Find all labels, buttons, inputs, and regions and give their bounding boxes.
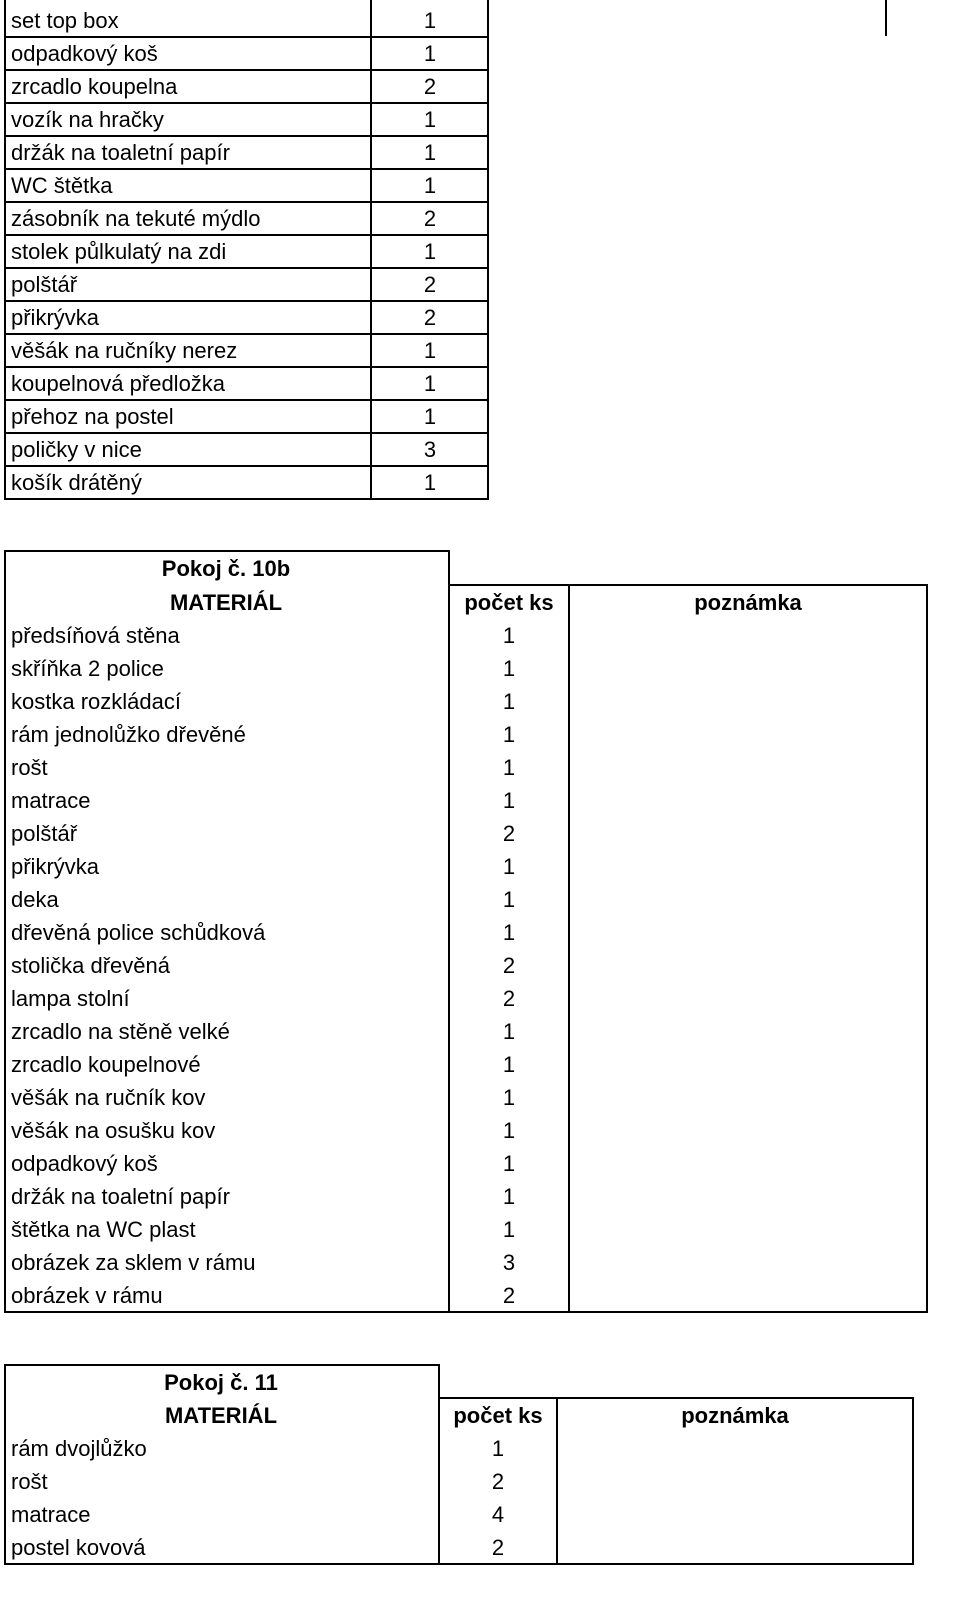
item-quantity: 2 — [423, 206, 437, 231]
table-bottom-border — [4, 1311, 928, 1313]
item-name: přikrývka — [11, 305, 100, 330]
item-name: polštář — [11, 272, 78, 297]
row-divider — [4, 234, 489, 236]
header-count: počet ks — [453, 1403, 543, 1428]
grid-line — [4, 1364, 6, 1565]
item-quantity: 1 — [502, 1217, 516, 1242]
item-quantity: 1 — [502, 788, 516, 813]
item-name: obrázek za sklem v rámu — [11, 1250, 256, 1275]
grid-line — [926, 584, 928, 1313]
item-name: rám dvojlůžko — [11, 1436, 147, 1461]
row-divider — [4, 168, 489, 170]
item-name: přikrývka — [11, 854, 100, 879]
row-divider — [4, 399, 489, 401]
item-quantity: 2 — [502, 821, 516, 846]
item-quantity: 1 — [502, 656, 516, 681]
item-quantity: 2 — [423, 305, 437, 330]
header-note: poznámka — [681, 1403, 789, 1428]
item-name: zásobník na tekuté mýdlo — [11, 206, 261, 231]
item-quantity: 2 — [502, 986, 516, 1011]
row-divider — [4, 300, 489, 302]
item-quantity: 1 — [423, 371, 437, 396]
item-name: rám jednolůžko dřevěné — [11, 722, 246, 747]
item-quantity: 2 — [491, 1469, 505, 1494]
item-quantity: 1 — [502, 1151, 516, 1176]
item-name: deka — [11, 887, 59, 912]
grid-line — [487, 0, 489, 499]
item-quantity: 1 — [502, 887, 516, 912]
item-quantity: 1 — [423, 140, 437, 165]
row-divider — [4, 201, 489, 203]
item-name: set top box — [11, 8, 119, 33]
item-quantity: 1 — [423, 239, 437, 264]
item-name: obrázek v rámu — [11, 1283, 163, 1308]
item-quantity: 1 — [423, 41, 437, 66]
header-note: poznámka — [694, 590, 802, 615]
item-name: zrcadlo koupelnové — [11, 1052, 201, 1077]
grid-line — [556, 1397, 558, 1565]
row-divider — [4, 432, 489, 434]
item-name: držák na toaletní papír — [11, 140, 230, 165]
item-name: předsíňová stěna — [11, 623, 180, 648]
item-name: skříňka 2 police — [11, 656, 164, 681]
grid-line — [438, 1364, 440, 1565]
item-name: matrace — [11, 788, 91, 813]
item-name: lampa stolní — [11, 986, 130, 1011]
item-quantity: 1 — [502, 722, 516, 747]
item-quantity: 1 — [502, 689, 516, 714]
item-quantity: 3 — [502, 1250, 516, 1275]
header-material: MATERIÁL — [164, 1403, 278, 1428]
item-quantity: 1 — [502, 1118, 516, 1143]
grid-line — [912, 1397, 914, 1565]
item-quantity: 1 — [502, 623, 516, 648]
item-name: matrace — [11, 1502, 91, 1527]
item-quantity: 1 — [423, 173, 437, 198]
item-name: odpadkový koš — [11, 1151, 158, 1176]
item-quantity: 2 — [423, 272, 437, 297]
row-divider — [4, 102, 489, 104]
item-name: kostka rozkládací — [11, 689, 181, 714]
item-quantity: 2 — [502, 1283, 516, 1308]
grid-line — [568, 584, 570, 1313]
row-divider — [4, 465, 489, 467]
item-quantity: 1 — [423, 470, 437, 495]
item-name: košík drátěný — [11, 470, 142, 495]
item-name: rošt — [11, 755, 48, 780]
grid-line — [885, 0, 887, 36]
row-divider — [4, 135, 489, 137]
row-divider — [4, 36, 489, 38]
item-name: postel kovová — [11, 1535, 146, 1560]
table-top-border — [4, 550, 450, 552]
row-divider — [4, 69, 489, 71]
row-divider — [4, 267, 489, 269]
item-quantity: 1 — [423, 338, 437, 363]
header-material: MATERIÁL — [169, 590, 283, 615]
table-bottom-border — [4, 1563, 914, 1565]
item-name: přehoz na postel — [11, 404, 174, 429]
item-quantity: 1 — [502, 920, 516, 945]
item-name: koupelnová předložka — [11, 371, 226, 396]
item-quantity: 1 — [502, 1085, 516, 1110]
item-name: věšák na osušku kov — [11, 1118, 216, 1143]
table-top-border — [4, 1364, 440, 1366]
grid-line — [4, 550, 6, 1313]
room-title: Pokoj č. 11 — [164, 1370, 278, 1395]
item-quantity: 2 — [502, 953, 516, 978]
item-quantity: 1 — [491, 1436, 505, 1461]
item-quantity: 1 — [502, 1052, 516, 1077]
item-quantity: 2 — [423, 74, 437, 99]
item-quantity: 1 — [502, 854, 516, 879]
item-quantity: 1 — [423, 404, 437, 429]
item-name: polštář — [11, 821, 78, 846]
item-name: věšák na ručník kov — [11, 1085, 206, 1110]
row-divider — [4, 333, 489, 335]
item-name: stolek půlkulatý na zdi — [11, 239, 227, 264]
item-quantity: 1 — [502, 755, 516, 780]
item-quantity: 2 — [491, 1535, 505, 1560]
header-top-border — [438, 1397, 914, 1399]
grid-line — [4, 0, 6, 499]
header-count: počet ks — [464, 590, 554, 615]
item-quantity: 3 — [423, 437, 437, 462]
row-divider — [4, 498, 489, 500]
item-quantity: 1 — [502, 1019, 516, 1044]
item-quantity: 1 — [423, 8, 437, 33]
item-name: držák na toaletní papír — [11, 1184, 230, 1209]
item-quantity: 1 — [502, 1184, 516, 1209]
item-name: dřevěná police schůdková — [11, 920, 266, 945]
item-name: zrcadlo na stěně velké — [11, 1019, 230, 1044]
item-name: rošt — [11, 1469, 48, 1494]
grid-line — [448, 550, 450, 1313]
header-top-border — [448, 584, 928, 586]
item-quantity: 4 — [491, 1502, 505, 1527]
item-name: vozík na hračky — [11, 107, 164, 132]
item-quantity: 1 — [423, 107, 437, 132]
item-name: odpadkový koš — [11, 41, 158, 66]
item-name: poličky v nice — [11, 437, 142, 462]
item-name: věšák na ručníky nerez — [11, 338, 238, 363]
room-title: Pokoj č. 10b — [161, 556, 291, 581]
item-name: štětka na WC plast — [11, 1217, 196, 1242]
row-divider — [4, 366, 489, 368]
item-name: stolička dřevěná — [11, 953, 170, 978]
item-name: WC štětka — [11, 173, 113, 198]
item-name: zrcadlo koupelna — [11, 74, 178, 99]
grid-line — [370, 0, 372, 499]
